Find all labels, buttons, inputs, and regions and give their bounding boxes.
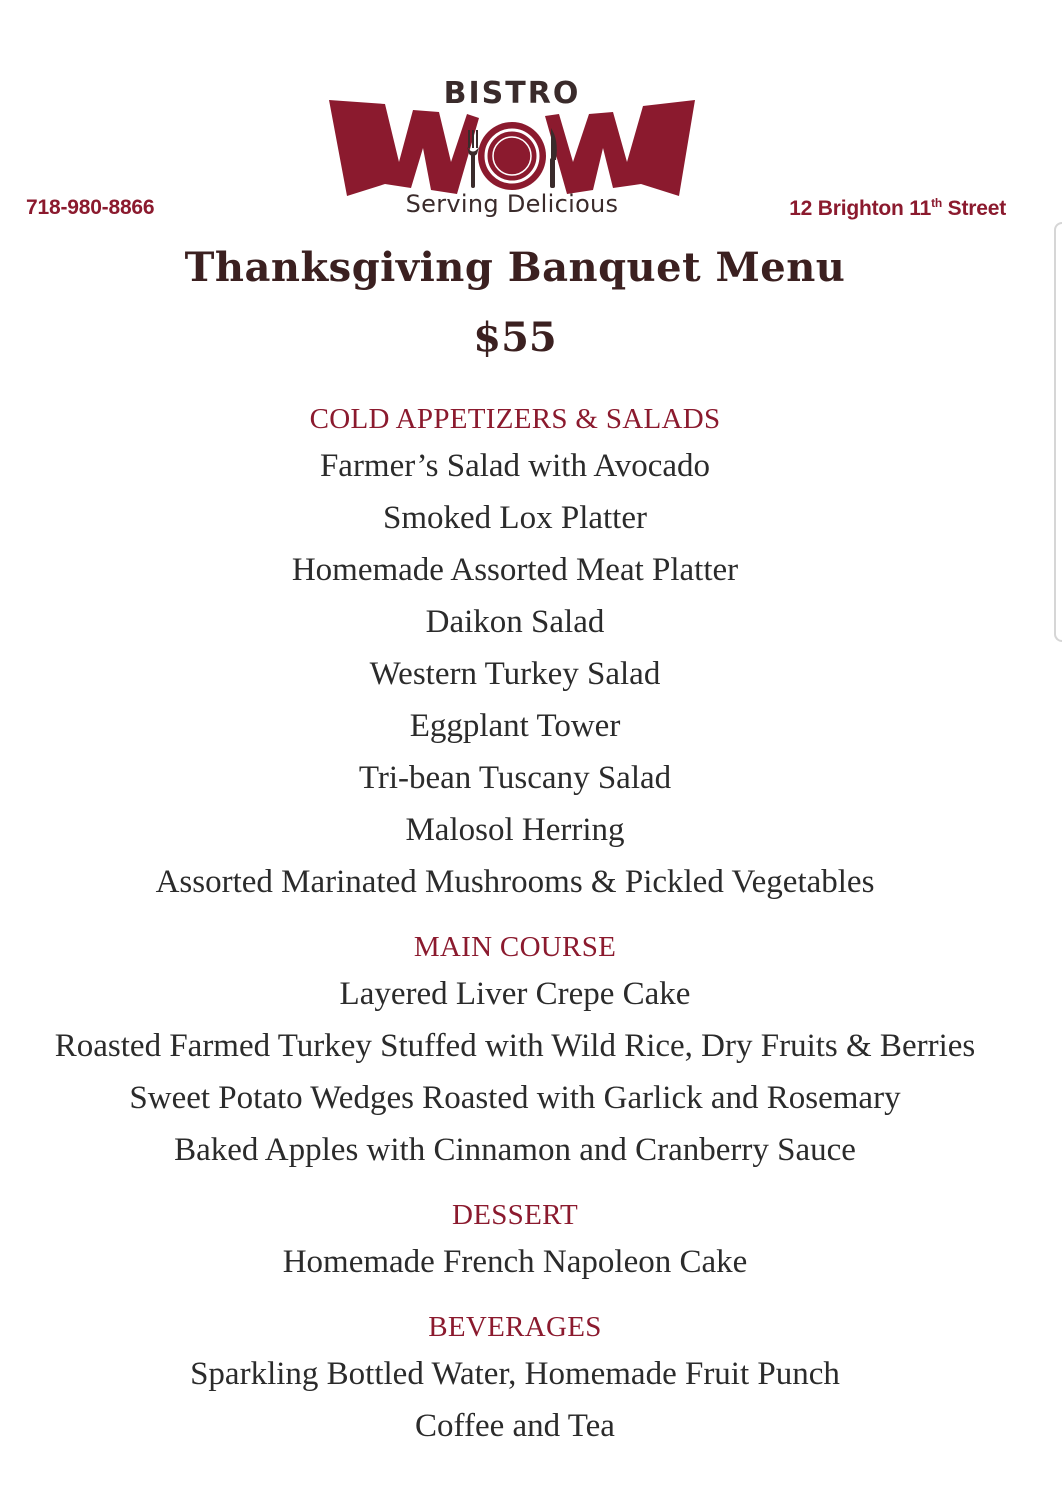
menu-item: Eggplant Tower [409, 708, 621, 744]
menu-body [0, 398, 1030, 1452]
phone-number: 718-980-8866 [26, 196, 155, 219]
logo-bistro-text: BISTRO [443, 76, 581, 111]
menu-item: Daikon Salad [425, 604, 605, 640]
section-heading: BEVERAGES [428, 1311, 602, 1343]
logo-wow-graphic [327, 92, 697, 202]
menu-item: Tri-bean Tuscany Salad [358, 760, 672, 796]
menu-item: Layered Liver Crepe Cake [339, 976, 691, 1012]
menu-item: Baked Apples with Cinnamon and Cranberry Sauce [174, 1132, 856, 1168]
address [789, 196, 1006, 221]
fork-icon [467, 130, 479, 188]
menu-item: Homemade French Napoleon Cake [282, 1244, 748, 1280]
menu-item: Sparkling Bottled Water, Homemade Fruit Punch [190, 1356, 840, 1392]
address-ordinal-suffix: th [931, 196, 943, 210]
menu-price: $55 [473, 314, 557, 361]
section-heading: COLD APPETIZERS & SALADS [309, 403, 721, 435]
menu-item: Farmer’s Salad with Avocado [319, 448, 711, 484]
menu-item: Coffee and Tea [415, 1408, 615, 1444]
menu-item: Malosol Herring [405, 812, 625, 848]
section-cold-appetizers [0, 398, 1030, 908]
menu-item: Homemade Assorted Meat Platter [291, 552, 739, 588]
logo-tagline: Serving Delicious [405, 190, 619, 218]
logo-left-w [329, 100, 479, 196]
address-end: Street [942, 197, 1006, 220]
scroll-indicator[interactable] [1054, 222, 1062, 642]
address-prefix: 12 Brighton 11 [789, 197, 932, 220]
menu-item: Sweet Potato Wedges Roasted with Garlick and Rosemary [129, 1080, 901, 1116]
menu-item: Roasted Farmed Turkey Stuffed with Wild Rice, Dry Fruits & Berries [54, 1028, 976, 1064]
menu-item: Western Turkey Salad [369, 656, 661, 692]
menu-item: Assorted Marinated Mushrooms & Pickled Vegetables [155, 864, 875, 900]
section-beverages [0, 1306, 1030, 1452]
section-heading: DESSERT [451, 1199, 579, 1231]
section-main-course [0, 926, 1030, 1176]
menu-title: Thanksgiving Banquet Menu [184, 244, 846, 291]
section-heading: MAIN COURSE [413, 931, 617, 963]
logo-right-w [545, 100, 695, 196]
menu-item: Smoked Lox Platter [383, 500, 647, 536]
section-dessert [0, 1194, 1030, 1288]
bistro-wow-logo [327, 74, 697, 230]
